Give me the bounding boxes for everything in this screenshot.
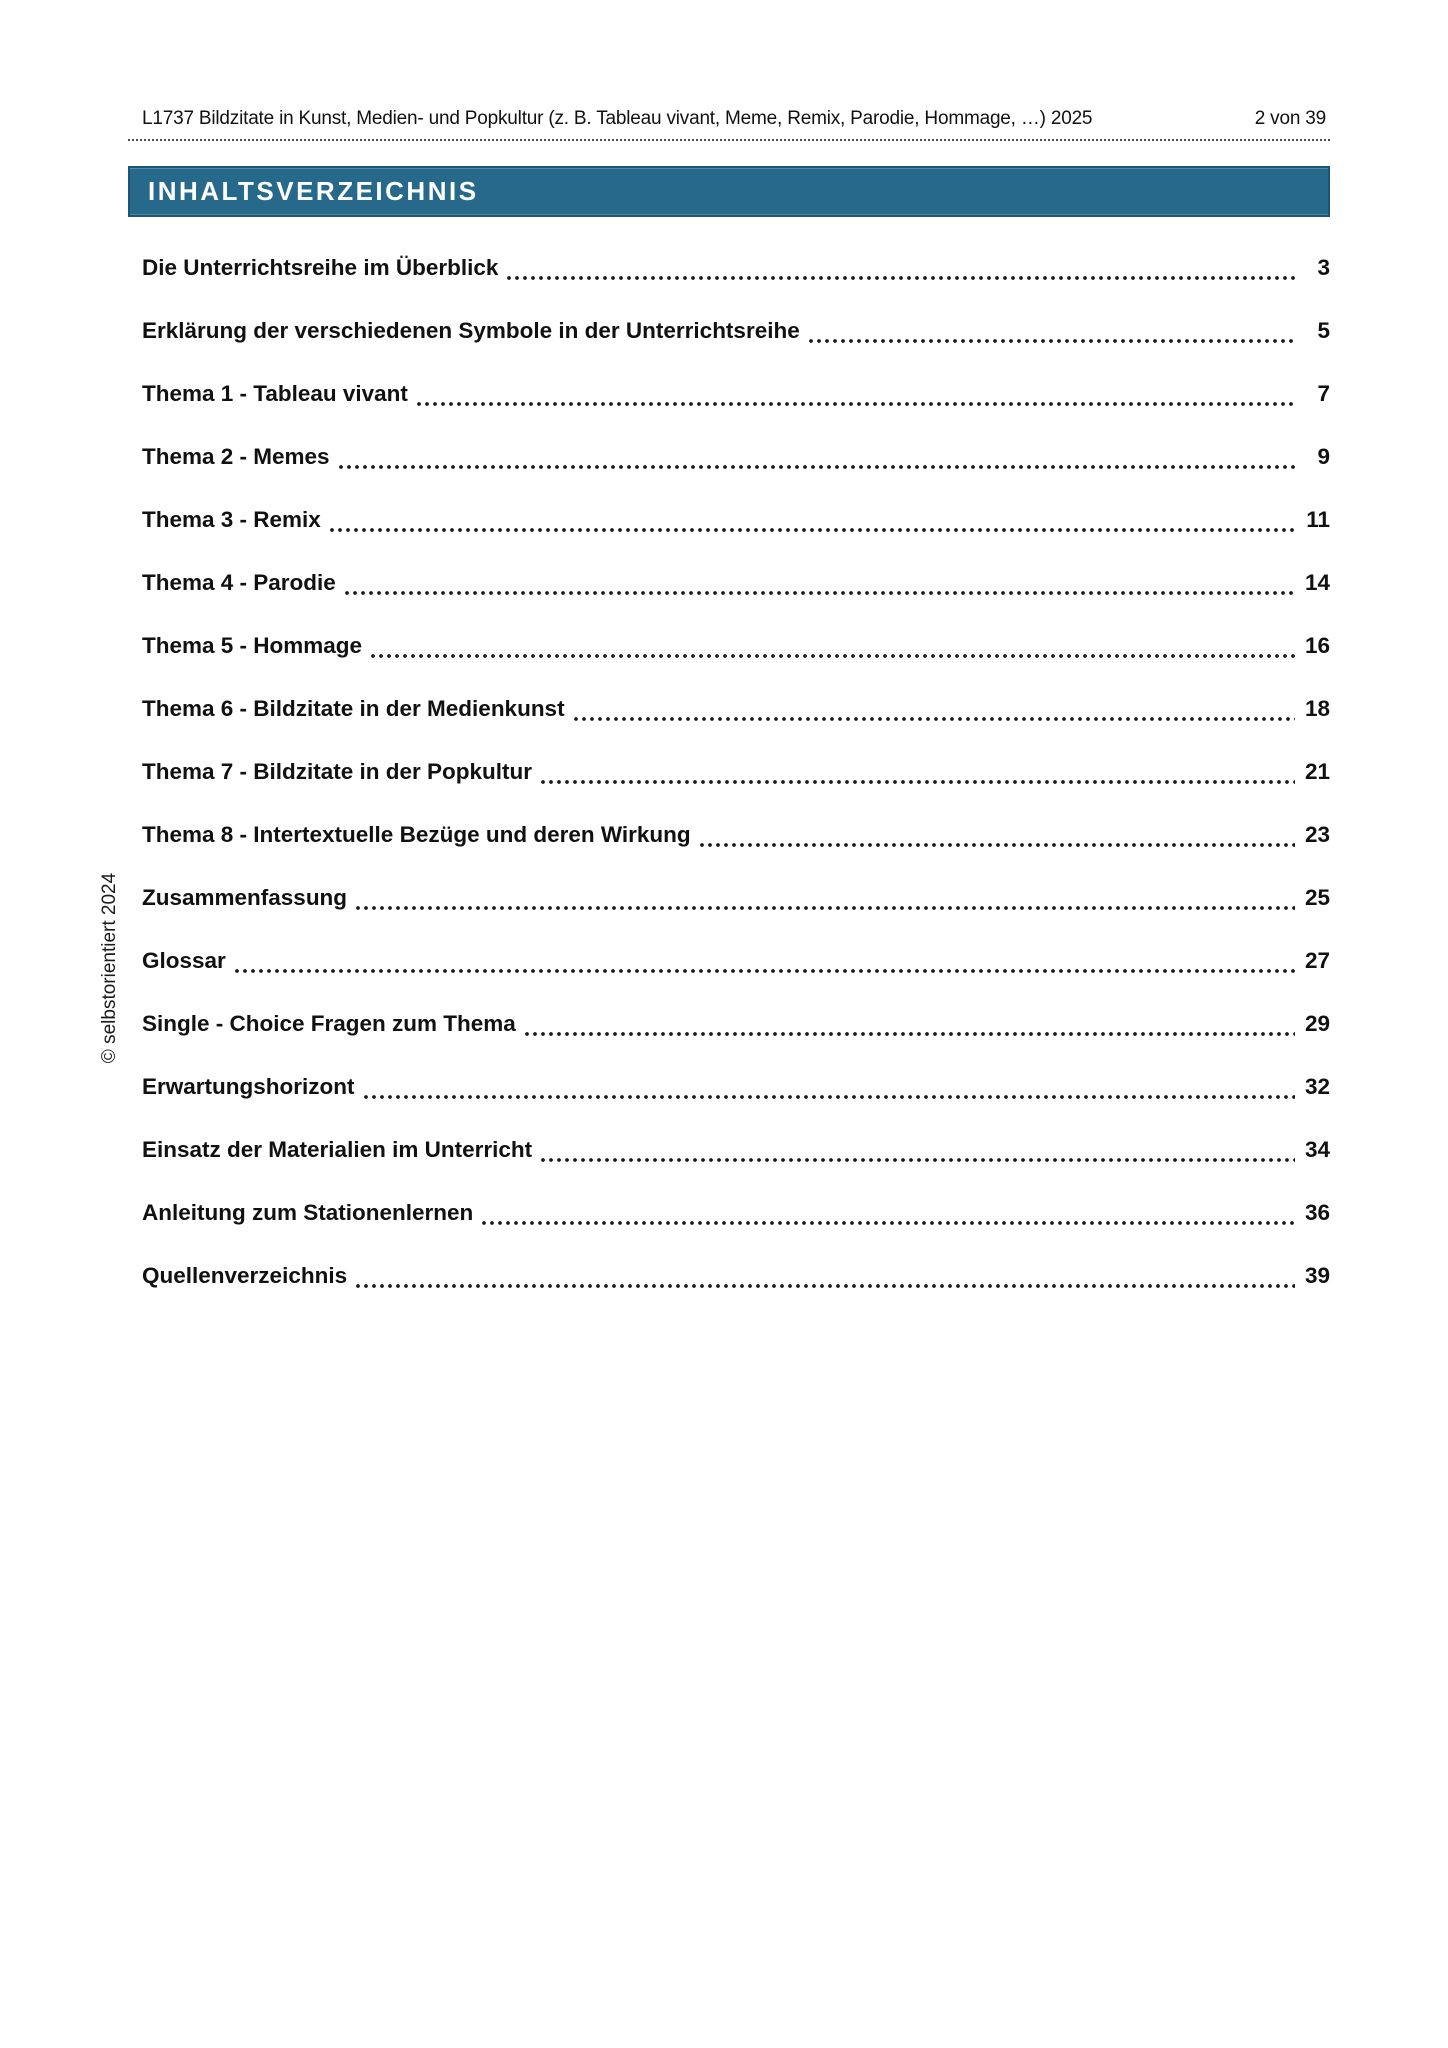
dot-leader [354,878,1295,918]
running-head [128,0,1330,141]
toc-entry-page: 34 [1304,1137,1330,1162]
toc-banner [128,166,1330,217]
dot-leader [572,689,1295,729]
toc-entry-page: 21 [1304,759,1330,784]
dot-leader [233,941,1295,981]
toc-entry-label: Quellenverzeichnis [142,1263,348,1288]
dot-leader [343,563,1295,603]
toc-entry-page: 9 [1317,444,1330,469]
dot-leader [698,815,1295,855]
toc-entry-page: 18 [1304,696,1330,721]
toc-entry-page: 25 [1304,885,1330,910]
toc-entry [142,815,1330,855]
dot-leader [523,1004,1295,1044]
toc-entry [142,1067,1330,1107]
toc-entry-label: Thema 5 - Hommage [142,633,363,658]
page-indicator: 2 von 39 [1254,108,1326,129]
toc-entry-label: Anleitung zum Stationenlernen [142,1200,474,1225]
toc-entry-page: 3 [1317,255,1330,280]
toc-entry-page: 27 [1304,948,1330,973]
toc-list [128,248,1330,1296]
toc-entry-label: Erwartungshorizont [142,1074,355,1099]
toc-entry-page: 5 [1317,318,1330,343]
toc-entry-label: Thema 6 - Bildzitate in der Medienkunst [142,696,565,721]
toc-entry-label: Die Unterrichtsreihe im Überblick [142,255,499,280]
toc-entry-label: Thema 1 - Tableau vivant [142,381,408,406]
toc-entry [142,689,1330,729]
toc-banner-title: INHALTSVERZEICHNIS [148,176,479,206]
toc-entry-label: Thema 2 - Memes [142,444,330,469]
toc-entry-label: Thema 3 - Remix [142,507,321,532]
toc-entry [142,941,1330,981]
dot-leader [415,374,1295,414]
toc-entry-page: 29 [1304,1011,1330,1036]
toc-entry-page: 23 [1304,822,1330,847]
toc-entry-label: Erklärung der verschiedenen Symbole in der Unterrichtsreihe [142,318,800,343]
dot-leader [337,437,1295,477]
toc-entry-page: 39 [1304,1263,1330,1288]
toc-entry-label: Glossar [142,948,226,973]
dot-leader [539,1130,1295,1170]
toc-entry-label: Single - Choice Fragen zum Thema [142,1011,516,1036]
running-head-title: L1737 Bildzitate in Kunst, Medien- und Popkultur (z. B. Tableau vivant, Meme, Remix, Parodie, Hommage, …) 2025 [142,108,1093,129]
dot-leader [505,248,1295,288]
dot-leader [807,311,1295,351]
copyright-text: © selbstorientiert 2024 [99,872,120,1064]
toc-entry [142,374,1330,414]
toc-entry-page: 16 [1304,633,1330,658]
dot-leader [480,1193,1295,1233]
toc-entry [142,248,1330,288]
dot-leader [354,1256,1295,1296]
toc-entry-label: Thema 8 - Intertextuelle Bezüge und deren Wirkung [142,822,691,847]
toc-entry [142,311,1330,351]
toc-entry [142,626,1330,666]
toc-entry-label: Einsatz der Materialien im Unterricht [142,1137,533,1162]
toc-entry [142,878,1330,918]
toc-entry-page: 14 [1304,570,1330,595]
toc-entry [142,1004,1330,1044]
toc-entry [142,1256,1330,1296]
dot-leader [362,1067,1296,1107]
dot-leader [369,626,1295,666]
toc-entry [142,563,1330,603]
toc-entry-label: Thema 7 - Bildzitate in der Popkultur [142,759,533,784]
toc-entry [142,437,1330,477]
toc-entry-page: 36 [1304,1200,1330,1225]
toc-entry [142,752,1330,792]
toc-entry-label: Thema 4 - Parodie [142,570,336,595]
header-divider [128,139,1330,141]
toc-entry [142,500,1330,540]
toc-entry-page: 32 [1304,1074,1330,1099]
toc-entry-page: 11 [1306,507,1330,532]
toc-entry-page: 7 [1317,381,1330,406]
dot-leader [539,752,1295,792]
dot-leader [328,500,1295,540]
toc-entry [142,1193,1330,1233]
toc-entry-label: Zusammenfassung [142,885,348,910]
toc-entry [142,1130,1330,1170]
